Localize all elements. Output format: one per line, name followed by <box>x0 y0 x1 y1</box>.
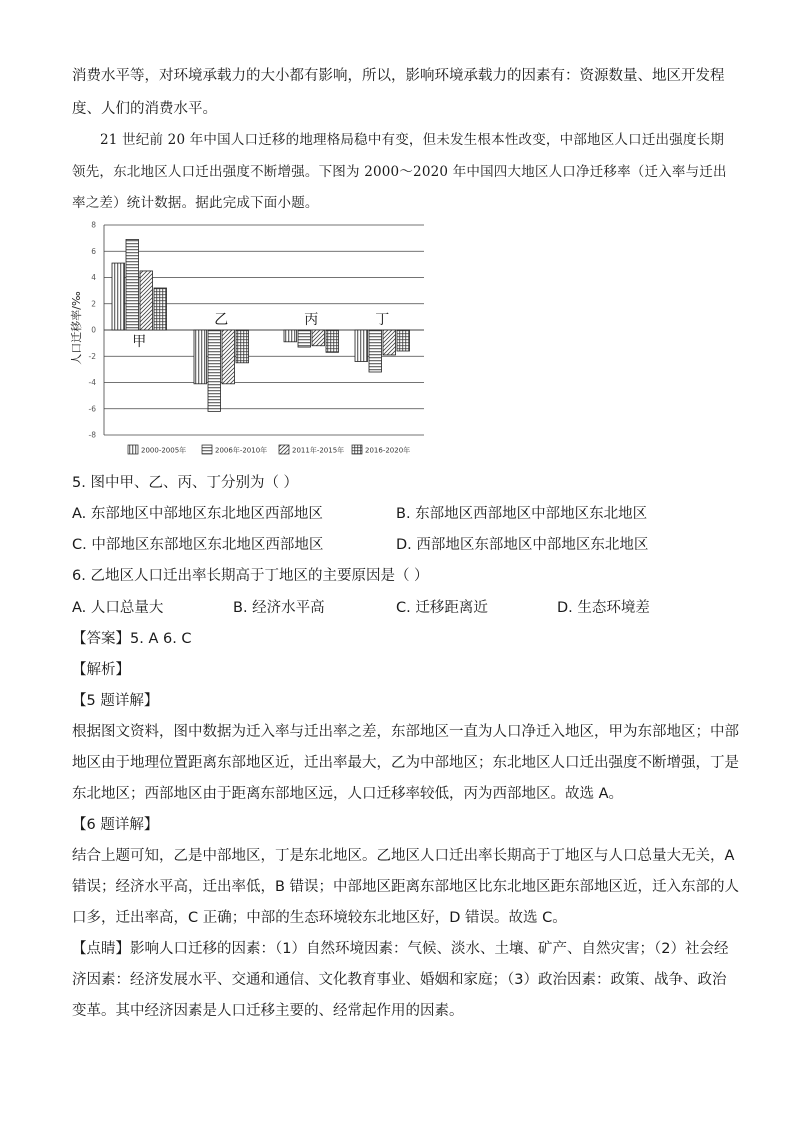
legend-label: 2011年-2015年 <box>292 446 345 455</box>
q6-option-d[interactable]: D. 生态环境差 <box>557 600 650 616</box>
legend-label: 2000-2005年 <box>141 446 187 455</box>
y-tick-label: 4 <box>91 273 96 282</box>
bar-甲-0 <box>112 263 125 330</box>
detail-5-line: 根据图文资料，图中数据为迁入率与迁出率之差，东部地区一直为人口净迁入地区，甲为东部地区；中部 <box>72 724 739 740</box>
detail-6-line: 口多，迁出率高，C 正确；中部的生态环境较东北地区好，D 错误。故选 C。 <box>72 910 567 926</box>
category-label: 甲 <box>132 334 147 350</box>
y-tick-label: -8 <box>88 430 96 440</box>
y-tick-label: -2 <box>88 351 96 361</box>
q6-option-b[interactable]: B. 经济水平高 <box>233 600 325 616</box>
bar-丁-2 <box>383 330 396 355</box>
q5-option-c[interactable]: C. 中部地区东部地区东北地区西部地区 <box>72 537 324 553</box>
passage-line: 领先，东北地区人口迁出强度不断增强。下图为 2000～2020 年中国四大地区人口净迁移率（迁入率与迁出 <box>72 164 727 180</box>
q6-option-a[interactable]: A. 人口总量大 <box>72 600 164 616</box>
tip-line: 济因素：经济发展水平、交通和通信、文化教育事业、婚姻和家庭；（3）政治因素：政策、战争、政治 <box>72 972 727 988</box>
legend-swatch <box>279 445 289 454</box>
detail-6-line: 错误；经济水平高，迁出率低，B 错误；中部地区距离东部地区比东北地区距东部地区近，迁入东部的人 <box>72 879 740 895</box>
passage-line: 21 世纪前 20 年中国人口迁移的地理格局稳中有变，但未发生根本性改变，中部地区人口迁出强度长期 <box>100 132 725 148</box>
bar-丁-0 <box>355 330 368 362</box>
question-6-stem: 6. 乙地区人口迁出率长期高于丁地区的主要原因是（ ） <box>72 568 429 584</box>
answer-line: 【答案】5. A 6. C <box>72 631 192 647</box>
passage-line: 率之差）统计数据。据此完成下面小题。 <box>72 195 319 211</box>
bar-丙-0 <box>284 330 297 342</box>
y-tick-label: 0 <box>91 325 96 335</box>
detail-6-line: 结合上题可知，乙是中部地区，丁是东北地区。乙地区人口迁出率长期高于丁地区与人口总量大无关，A <box>72 848 735 864</box>
detail-5-line: 东北地区；西部地区由于距离东部地区远，人口迁移率较低，丙为西部地区。故选 A。 <box>72 786 624 802</box>
q5-option-d[interactable]: D. 西部地区东部地区中部地区东北地区 <box>396 537 649 553</box>
legend-swatch <box>202 445 212 454</box>
bar-丙-2 <box>312 330 325 346</box>
bar-乙-0 <box>194 330 207 384</box>
text-line: 消费水平等，对环境承载力的大小都有影响，所以，影响环境承载力的因素有：资源数量、地区开发程 <box>72 68 725 84</box>
bar-丙-1 <box>298 330 311 347</box>
category-label: 乙 <box>214 312 229 328</box>
y-tick-label: 6 <box>91 246 96 256</box>
bar-乙-2 <box>222 330 235 384</box>
question-5-stem: 5. 图中甲、乙、丙、丁分别为（ ） <box>72 475 299 491</box>
tip-line: 变革。其中经济因素是人口迁移主要的、经常起作用的因素。 <box>72 1003 464 1019</box>
text-line: 度、人们的消费水平。 <box>72 101 217 117</box>
tip-line: 【点睛】影响人口迁移的因素：（1）自然环境因素：气候、淡水、土壤、矿产、自然灾害；（2）社会经 <box>72 941 729 957</box>
detail-5-title: 【5 题详解】 <box>72 693 159 709</box>
legend-label: 2016-2020年 <box>365 446 411 455</box>
q5-option-a[interactable]: A. 东部地区中部地区东北地区西部地区 <box>72 506 323 522</box>
y-tick-label: 2 <box>91 299 96 309</box>
bar-乙-3 <box>236 330 249 363</box>
bar-甲-2 <box>140 271 153 330</box>
y-tick-label: -6 <box>88 404 96 414</box>
bar-甲-1 <box>126 239 139 330</box>
y-axis-label: 人口迁移率/‰ <box>70 291 83 365</box>
legend-label: 2006年-2010年 <box>215 446 268 455</box>
legend-swatch <box>128 445 138 454</box>
y-tick-label: -4 <box>88 378 96 387</box>
q6-option-c[interactable]: C. 迁移距离近 <box>396 600 488 616</box>
bar-丁-1 <box>369 330 382 372</box>
bar-丁-3 <box>397 330 410 351</box>
bar-乙-1 <box>208 330 221 411</box>
q5-option-b[interactable]: B. 东部地区西部地区中部地区东北地区 <box>396 506 648 522</box>
y-tick-label: 8 <box>91 220 96 230</box>
analysis-heading: 【解析】 <box>72 662 130 678</box>
bar-甲-3 <box>154 288 167 330</box>
bar-丙-3 <box>326 330 339 352</box>
detail-5-line: 地区由于地理位置距离东部地区近，迁出率最大，乙为中部地区；东北地区人口迁出强度不断增强，丁是 <box>72 755 739 771</box>
legend-swatch <box>352 445 362 454</box>
detail-6-title: 【6 题详解】 <box>72 817 159 833</box>
migration-rate-chart <box>66 216 436 462</box>
category-label: 丁 <box>375 312 390 328</box>
category-label: 丙 <box>304 312 319 328</box>
